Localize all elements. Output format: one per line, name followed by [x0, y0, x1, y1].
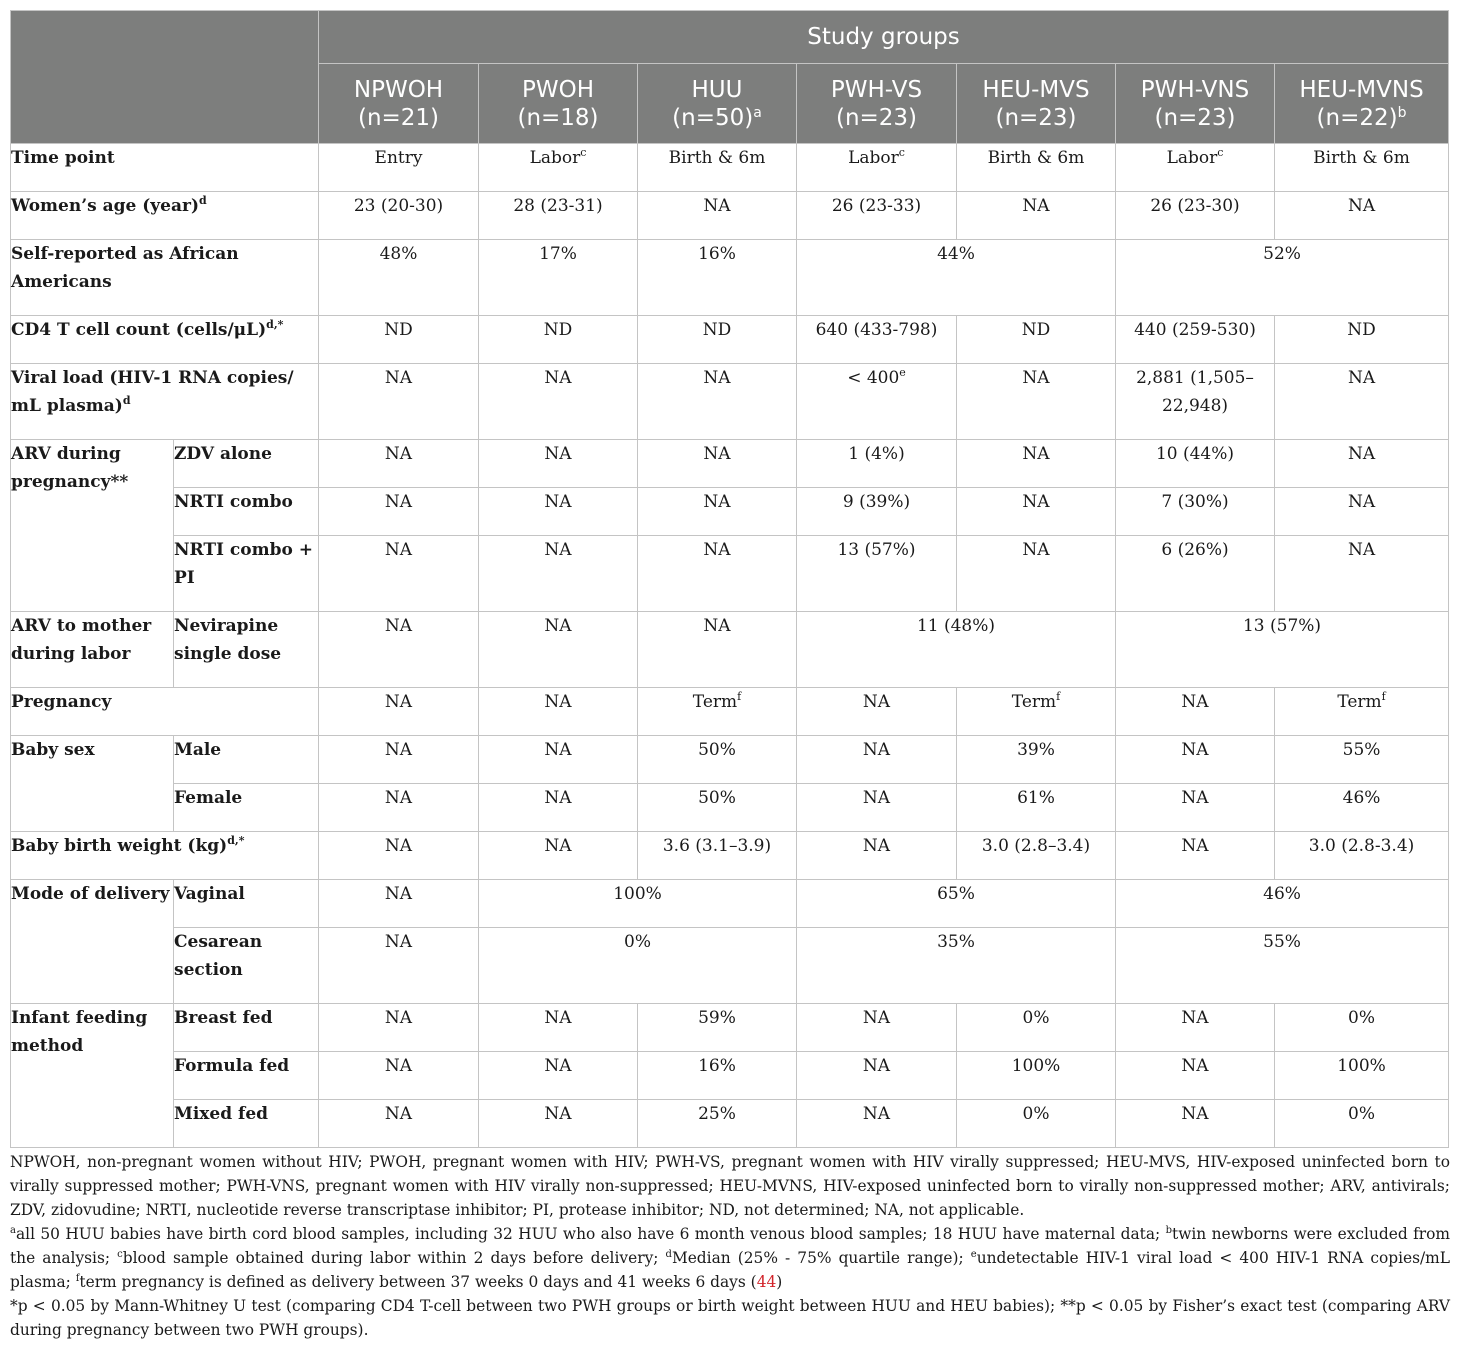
- row-label-arv-pregnancy: ARV during pregnancy**: [11, 440, 174, 612]
- row-label-african-americans: Self-reported as African Americans: [11, 240, 319, 316]
- table-cell: NA: [319, 612, 479, 688]
- study-groups-header: Study groups: [319, 11, 1449, 64]
- table-cell: NA: [319, 536, 479, 612]
- table-cell: 3.6 (3.1–3.9): [638, 832, 797, 880]
- table-cell: 9 (39%): [797, 488, 957, 536]
- table-cell: 50%: [638, 784, 797, 832]
- table-cell: NA: [319, 364, 479, 440]
- table-cell: NA: [797, 832, 957, 880]
- row-label-pregnancy: Pregnancy: [11, 688, 319, 736]
- table-cell: NA: [319, 440, 479, 488]
- table-cell: 0%: [1275, 1004, 1449, 1052]
- table-cell: Birth & 6m: [957, 144, 1116, 192]
- table-cell: 640 (433-798): [797, 316, 957, 364]
- abbreviations-note: NPWOH, non-pregnant women without HIV; PWOH, pregnant women with HIV; PWH-VS, pregnant women with HIV virally suppressed; HEU-MVS, HIV-exposed uninfected born to virally suppressed mother; PWH-VNS, pregnant women with HIV virally non-suppressed; HEU-MVNS, HIV-exposed uninfected born to virally non-suppressed mother; ARV, antivirals; ZDV, zidovudine; NRTI, nucleotide reverse transcriptase inhibitor; PI, protease inhibitor; ND, not determined; NA, not applicable.: [10, 1153, 1450, 1219]
- table-cell: NA: [957, 364, 1116, 440]
- table-cell: < $400^e$: [797, 364, 957, 440]
- table-cell: NA: [479, 488, 638, 536]
- table-cell: 3.0 (2.8–3.4): [957, 832, 1116, 880]
- table-row: [11, 688, 1449, 736]
- sub-label-female: Female: [174, 784, 319, 832]
- table-cell: NA: [638, 488, 797, 536]
- table-cell: 59%: [638, 1004, 797, 1052]
- table-cell: NA: [479, 736, 638, 784]
- sub-label-male: Male: [174, 736, 319, 784]
- row-label-viral-load: Viral load (HIV-1 RNA copies/ mL plasma)$^d$: [11, 364, 319, 440]
- sub-label-nrti-combo-pi: NRTI combo + PI: [174, 536, 319, 612]
- table-cell: NA: [479, 1004, 638, 1052]
- table-cell: 35%: [797, 928, 1116, 1004]
- group-header-npwoh: NPWOH (n=21): [319, 64, 479, 144]
- significance-note: *p < 0.05 by Mann-Whitney U test (comparing CD4 T-cell between two PWH groups or birth weight between HUU and HEU babies); **p < 0.05 by Fisher’s exact test (comparing ARV during pregnancy between two PWH groups).: [10, 1297, 1450, 1339]
- table-cell: NA: [1275, 488, 1449, 536]
- table-cell: 65%: [797, 880, 1116, 928]
- table-row: [11, 832, 1449, 880]
- table-cell: NA: [479, 688, 638, 736]
- group-header-heu-mvs: HEU-MVS (n=23): [957, 64, 1116, 144]
- table-row: [11, 488, 1449, 536]
- table-cell: NA: [1116, 832, 1275, 880]
- table-cell: 6 (26%): [1116, 536, 1275, 612]
- table-footnotes: [10, 1150, 1450, 1342]
- table-cell: Term$^f$: [638, 688, 797, 736]
- sub-label-nrti-combo: NRTI combo: [174, 488, 319, 536]
- superscript-footnotes: $^a$all 50 HUU babies have birth cord blood samples, including 32 HUU who also have 6 month venous blood samples; 18 HUU have maternal data; $^b$twin newborns were excluded from the analysis; $^c$blood sample obtained during labor within 2 days before delivery; $^d$Median (25% - 75% quartile range); $^e$undetectable HIV-1 viral load < 400 HIV-1 RNA copies/mL plasma; $^f$term pregnancy is defined as delivery between 37 weeks 0 days and 41 weeks 6 days (44): [10, 1225, 1450, 1291]
- reference-link[interactable]: 44: [756, 1273, 777, 1291]
- table-cell: NA: [797, 736, 957, 784]
- table-row: [11, 240, 1449, 316]
- table-cell: NA: [1275, 364, 1449, 440]
- group-header-huu: HUU (n=50)$^a$: [638, 64, 797, 144]
- table-cell: 25%: [638, 1100, 797, 1148]
- table-cell: 100%: [957, 1052, 1116, 1100]
- row-label-mode-of-delivery: Mode of delivery: [11, 880, 174, 1004]
- table-row: [11, 736, 1449, 784]
- group-header-pwoh: PWOH (n=18): [479, 64, 638, 144]
- row-label-cd4-count: CD4 T cell count (cells/μL)$^{d,*}$: [11, 316, 319, 364]
- row-label-womens-age: Women’s age (year)$^d$: [11, 192, 319, 240]
- table-cell: ND: [479, 316, 638, 364]
- group-header-pwh-vns: PWH-VNS (n=23): [1116, 64, 1275, 144]
- table-cell: 44%: [797, 240, 1116, 316]
- table-cell: NA: [319, 1004, 479, 1052]
- table-row: [11, 928, 1449, 1004]
- table-cell: NA: [1116, 736, 1275, 784]
- table-row: [11, 364, 1449, 440]
- table-cell: Birth & 6m: [1275, 144, 1449, 192]
- study-groups-table: [10, 10, 1449, 1148]
- table-cell: 55%: [1116, 928, 1449, 1004]
- table-cell: 23 (20-30): [319, 192, 479, 240]
- table-cell: NA: [319, 880, 479, 928]
- table-cell: NA: [957, 536, 1116, 612]
- table-cell: NA: [319, 488, 479, 536]
- table-cell: NA: [319, 784, 479, 832]
- table-cell: NA: [479, 1052, 638, 1100]
- row-label-birth-weight: Baby birth weight (kg)$^{d,*}$: [11, 832, 319, 880]
- table-cell: 0%: [1275, 1100, 1449, 1148]
- sub-label-zdv-alone: ZDV alone: [174, 440, 319, 488]
- table-cell: NA: [319, 928, 479, 1004]
- table-cell: 10 (44%): [1116, 440, 1275, 488]
- sub-label-formula-fed: Formula fed: [174, 1052, 319, 1100]
- table-cell: Labor$^c$: [797, 144, 957, 192]
- table-row: [11, 144, 1449, 192]
- table-cell: 52%: [1116, 240, 1449, 316]
- table-cell: 48%: [319, 240, 479, 316]
- table-cell: NA: [479, 784, 638, 832]
- table-cell: 1 (4%): [797, 440, 957, 488]
- table-cell: NA: [479, 440, 638, 488]
- table-cell: 440 (259-530): [1116, 316, 1275, 364]
- table-cell: NA: [319, 832, 479, 880]
- table-cell: Labor$^c$: [479, 144, 638, 192]
- table-cell: NA: [479, 1100, 638, 1148]
- table-cell: Term$^f$: [1275, 688, 1449, 736]
- table-cell: 0%: [479, 928, 797, 1004]
- table-row: [11, 1100, 1449, 1148]
- table-cell: NA: [319, 688, 479, 736]
- row-label-infant-feeding: Infant feeding method: [11, 1004, 174, 1148]
- table-cell: 100%: [1275, 1052, 1449, 1100]
- table-row: [11, 880, 1449, 928]
- row-label-arv-labor: ARV to mother during labor: [11, 612, 174, 688]
- table-cell: 11 (48%): [797, 612, 1116, 688]
- table-cell: NA: [957, 488, 1116, 536]
- table-cell: 50%: [638, 736, 797, 784]
- group-header-pwh-vs: PWH-VS (n=23): [797, 64, 957, 144]
- table-cell: 55%: [1275, 736, 1449, 784]
- table-cell: NA: [1116, 1100, 1275, 1148]
- row-label-baby-sex: Baby sex: [11, 736, 174, 832]
- table-cell: NA: [479, 832, 638, 880]
- table-cell: NA: [638, 192, 797, 240]
- sub-label-breast-fed: Breast fed: [174, 1004, 319, 1052]
- table-cell: NA: [319, 736, 479, 784]
- table-cell: NA: [479, 612, 638, 688]
- table-cell: NA: [1275, 440, 1449, 488]
- sub-label-mixed-fed: Mixed fed: [174, 1100, 319, 1148]
- table-cell: ND: [319, 316, 479, 364]
- table-container: [10, 10, 1449, 1148]
- table-cell: NA: [1275, 536, 1449, 612]
- table-cell: NA: [479, 364, 638, 440]
- table-cell: NA: [1275, 192, 1449, 240]
- table-cell: NA: [957, 192, 1116, 240]
- table-cell: NA: [1116, 1004, 1275, 1052]
- table-cell: 16%: [638, 240, 797, 316]
- row-label-time-point: Time point: [11, 144, 319, 192]
- table-cell: NA: [638, 612, 797, 688]
- table-row: [11, 536, 1449, 612]
- table-cell: NA: [638, 440, 797, 488]
- table-row: [11, 1004, 1449, 1052]
- table-cell: 0%: [957, 1100, 1116, 1148]
- sub-label-nevirapine: Nevirapine single dose: [174, 612, 319, 688]
- table-cell: NA: [319, 1052, 479, 1100]
- sub-label-vaginal: Vaginal: [174, 880, 319, 928]
- table-cell: NA: [638, 536, 797, 612]
- sub-label-cesarean: Cesarean section: [174, 928, 319, 1004]
- table-cell: 2,881 (1,505–22,948): [1116, 364, 1275, 440]
- table-cell: 28 (23-31): [479, 192, 638, 240]
- table-cell: 46%: [1116, 880, 1449, 928]
- table-cell: Term$^f$: [957, 688, 1116, 736]
- table-cell: NA: [1116, 1052, 1275, 1100]
- table-row: [11, 316, 1449, 364]
- table-cell: NA: [797, 1004, 957, 1052]
- table-cell: 13 (57%): [1116, 612, 1449, 688]
- table-cell: Labor$^c$: [1116, 144, 1275, 192]
- table-cell: ND: [1275, 316, 1449, 364]
- table-cell: 0%: [957, 1004, 1116, 1052]
- table-row: [11, 1052, 1449, 1100]
- table-cell: NA: [1116, 688, 1275, 736]
- table-cell: NA: [957, 440, 1116, 488]
- table-cell: 61%: [957, 784, 1116, 832]
- table-row: [11, 440, 1449, 488]
- table-row: [11, 192, 1449, 240]
- table-cell: NA: [797, 688, 957, 736]
- table-cell: NA: [638, 364, 797, 440]
- table-cell: NA: [797, 784, 957, 832]
- table-cell: ND: [957, 316, 1116, 364]
- table-cell: 13 (57%): [797, 536, 957, 612]
- header-corner: [11, 11, 319, 144]
- table-cell: ND: [638, 316, 797, 364]
- table-cell: NA: [797, 1052, 957, 1100]
- table-row: [11, 612, 1449, 688]
- table-cell: NA: [319, 1100, 479, 1148]
- table-row: [11, 784, 1449, 832]
- group-header-heu-mvns: HEU-MVNS (n=22)$^b$: [1275, 64, 1449, 144]
- table-cell: 46%: [1275, 784, 1449, 832]
- table-cell: 17%: [479, 240, 638, 316]
- table-cell: NA: [479, 536, 638, 612]
- table-cell: 100%: [479, 880, 797, 928]
- table-cell: 7 (30%): [1116, 488, 1275, 536]
- table-cell: 39%: [957, 736, 1116, 784]
- table-cell: 16%: [638, 1052, 797, 1100]
- table-cell: NA: [1116, 784, 1275, 832]
- table-cell: 26 (23-33): [797, 192, 957, 240]
- table-cell: Birth & 6m: [638, 144, 797, 192]
- table-cell: NA: [797, 1100, 957, 1148]
- table-cell: 26 (23-30): [1116, 192, 1275, 240]
- table-cell: Entry: [319, 144, 479, 192]
- table-cell: 3.0 (2.8-3.4): [1275, 832, 1449, 880]
